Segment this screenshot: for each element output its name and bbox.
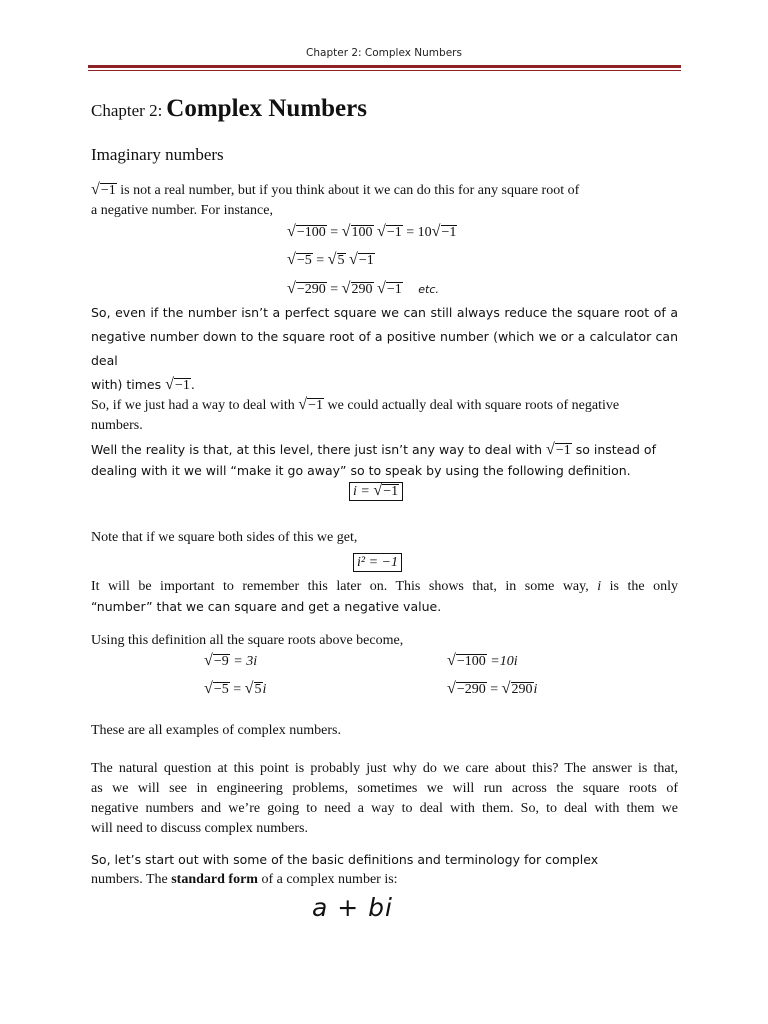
paragraph-5: Note that if we square both sides of this we get, bbox=[91, 530, 358, 545]
paragraph-10: So, let’s start out with some of the basic definitions and terminology for complex numbers. The standard form of a complex number is: bbox=[91, 852, 599, 887]
equation-sqrt-neg5: √−5 = √5 √−1 bbox=[287, 251, 374, 268]
definition-i-box: i = √−1 bbox=[349, 483, 403, 500]
paragraph-3: So, if we just had a way to deal with √−1 we could actually deal with square roots of negative numbers. bbox=[91, 396, 620, 433]
section-heading: Imaginary numbers bbox=[91, 145, 224, 164]
header-rule-thick bbox=[88, 65, 681, 68]
chapter-title bbox=[91, 95, 367, 123]
sqrt-neg1: √−1 bbox=[91, 181, 116, 198]
paragraph-4: Well the reality is that, at this level, there just isn’t any way to deal with √−1 so instead of dealing with it we will “make it go away” so to speak by using the following definition. bbox=[91, 441, 656, 478]
result-sqrt-neg5: √−5 = √5i bbox=[204, 680, 267, 697]
chapter-prefix: Chapter 2: bbox=[91, 101, 163, 120]
equation-sqrt-neg290: √−290 = √290 √−1 etc. bbox=[287, 280, 439, 297]
chapter-name: Complex Numbers bbox=[166, 95, 367, 122]
definition-i-squared-box: i² = −1 bbox=[353, 555, 402, 571]
equation-sqrt-neg100: √−100 = √100 √−1 = 10√−1 bbox=[287, 223, 457, 240]
paragraph-9: The natural question at this point is probably just why do we care about this? The answer is that, as we will see in engineering problems, sometimes we will run across the square roots of negative numbers and we’re going to need a way to deal with them. So, to deal with them we will need to discuss complex numbers. bbox=[91, 761, 678, 836]
paragraph-8: These are all examples of complex numbers. bbox=[91, 723, 341, 738]
paragraph-7: Using this definition all the square roots above become, bbox=[91, 633, 404, 648]
result-sqrt-neg100: √−100 =10i bbox=[447, 652, 518, 669]
standard-form: a + bi bbox=[312, 893, 393, 922]
result-sqrt-neg9: √−9 = 3i bbox=[204, 652, 258, 669]
paragraph-6: It will be important to remember this later on. This shows that, in some way, i is the only “number” that we can square and get a negative value. bbox=[91, 579, 679, 614]
result-sqrt-neg290: √−290 = √290i bbox=[447, 680, 538, 697]
paragraph-1: √−1 is not a real number, but if you think about it we can do this for any square root of a negative number. For instance, bbox=[91, 181, 580, 218]
paragraph-2: So, even if the number isn’t a perfect square we can still always reduce the square root of a negative number down to the square root of a positive number (which we or a calculator can deal with) times √−1. bbox=[91, 305, 678, 393]
running-header: Chapter 2: Complex Numbers bbox=[306, 47, 462, 59]
header-rule-thin bbox=[88, 70, 681, 71]
